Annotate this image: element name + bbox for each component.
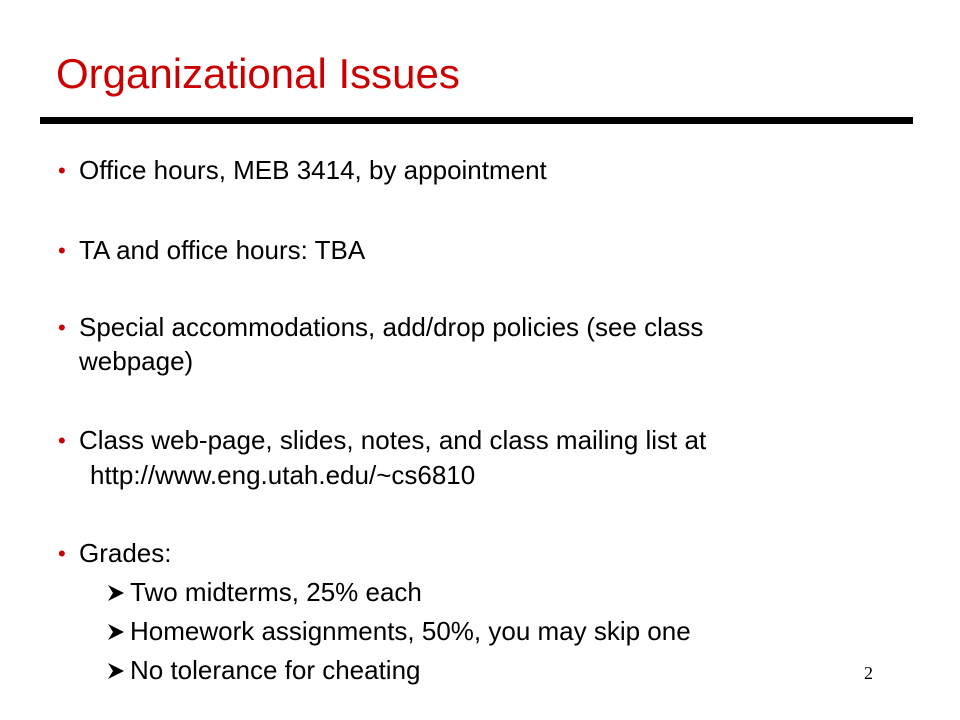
bullet-dot-icon: • <box>58 238 66 263</box>
bullet-dot-icon: • <box>58 158 66 183</box>
bullet-text: Class web-page, slides, notes, and class mailing list at <box>79 425 707 455</box>
bullet-dot-icon: • <box>58 541 66 566</box>
sub-bullet-text: No tolerance for cheating <box>130 655 421 685</box>
bullet-text: Special accommodations, add/drop policies (see class <box>79 312 704 342</box>
bullet-text: TA and office hours: TBA <box>79 235 366 265</box>
bullet-text: Grades: <box>79 538 172 568</box>
arrow-bullet-icon <box>108 621 124 643</box>
arrow-bullet-icon <box>108 582 124 604</box>
class-webpage-url: http://www.eng.utah.edu/~cs6810 <box>90 460 476 490</box>
bullet-text: Office hours, MEB 3414, by appointment <box>79 155 547 185</box>
page-number: 2 <box>864 663 873 683</box>
bullet-dot-icon: • <box>58 428 66 453</box>
sub-bullet-text: Homework assignments, 50%, you may skip one <box>130 616 691 646</box>
bullet-text-continued: webpage) <box>79 346 194 376</box>
arrow-bullet-icon <box>108 660 124 682</box>
slide-title: Organizational Issues <box>56 50 460 97</box>
bullet-dot-icon: • <box>58 315 66 340</box>
sub-bullet-text: Two midterms, 25% each <box>130 577 422 607</box>
